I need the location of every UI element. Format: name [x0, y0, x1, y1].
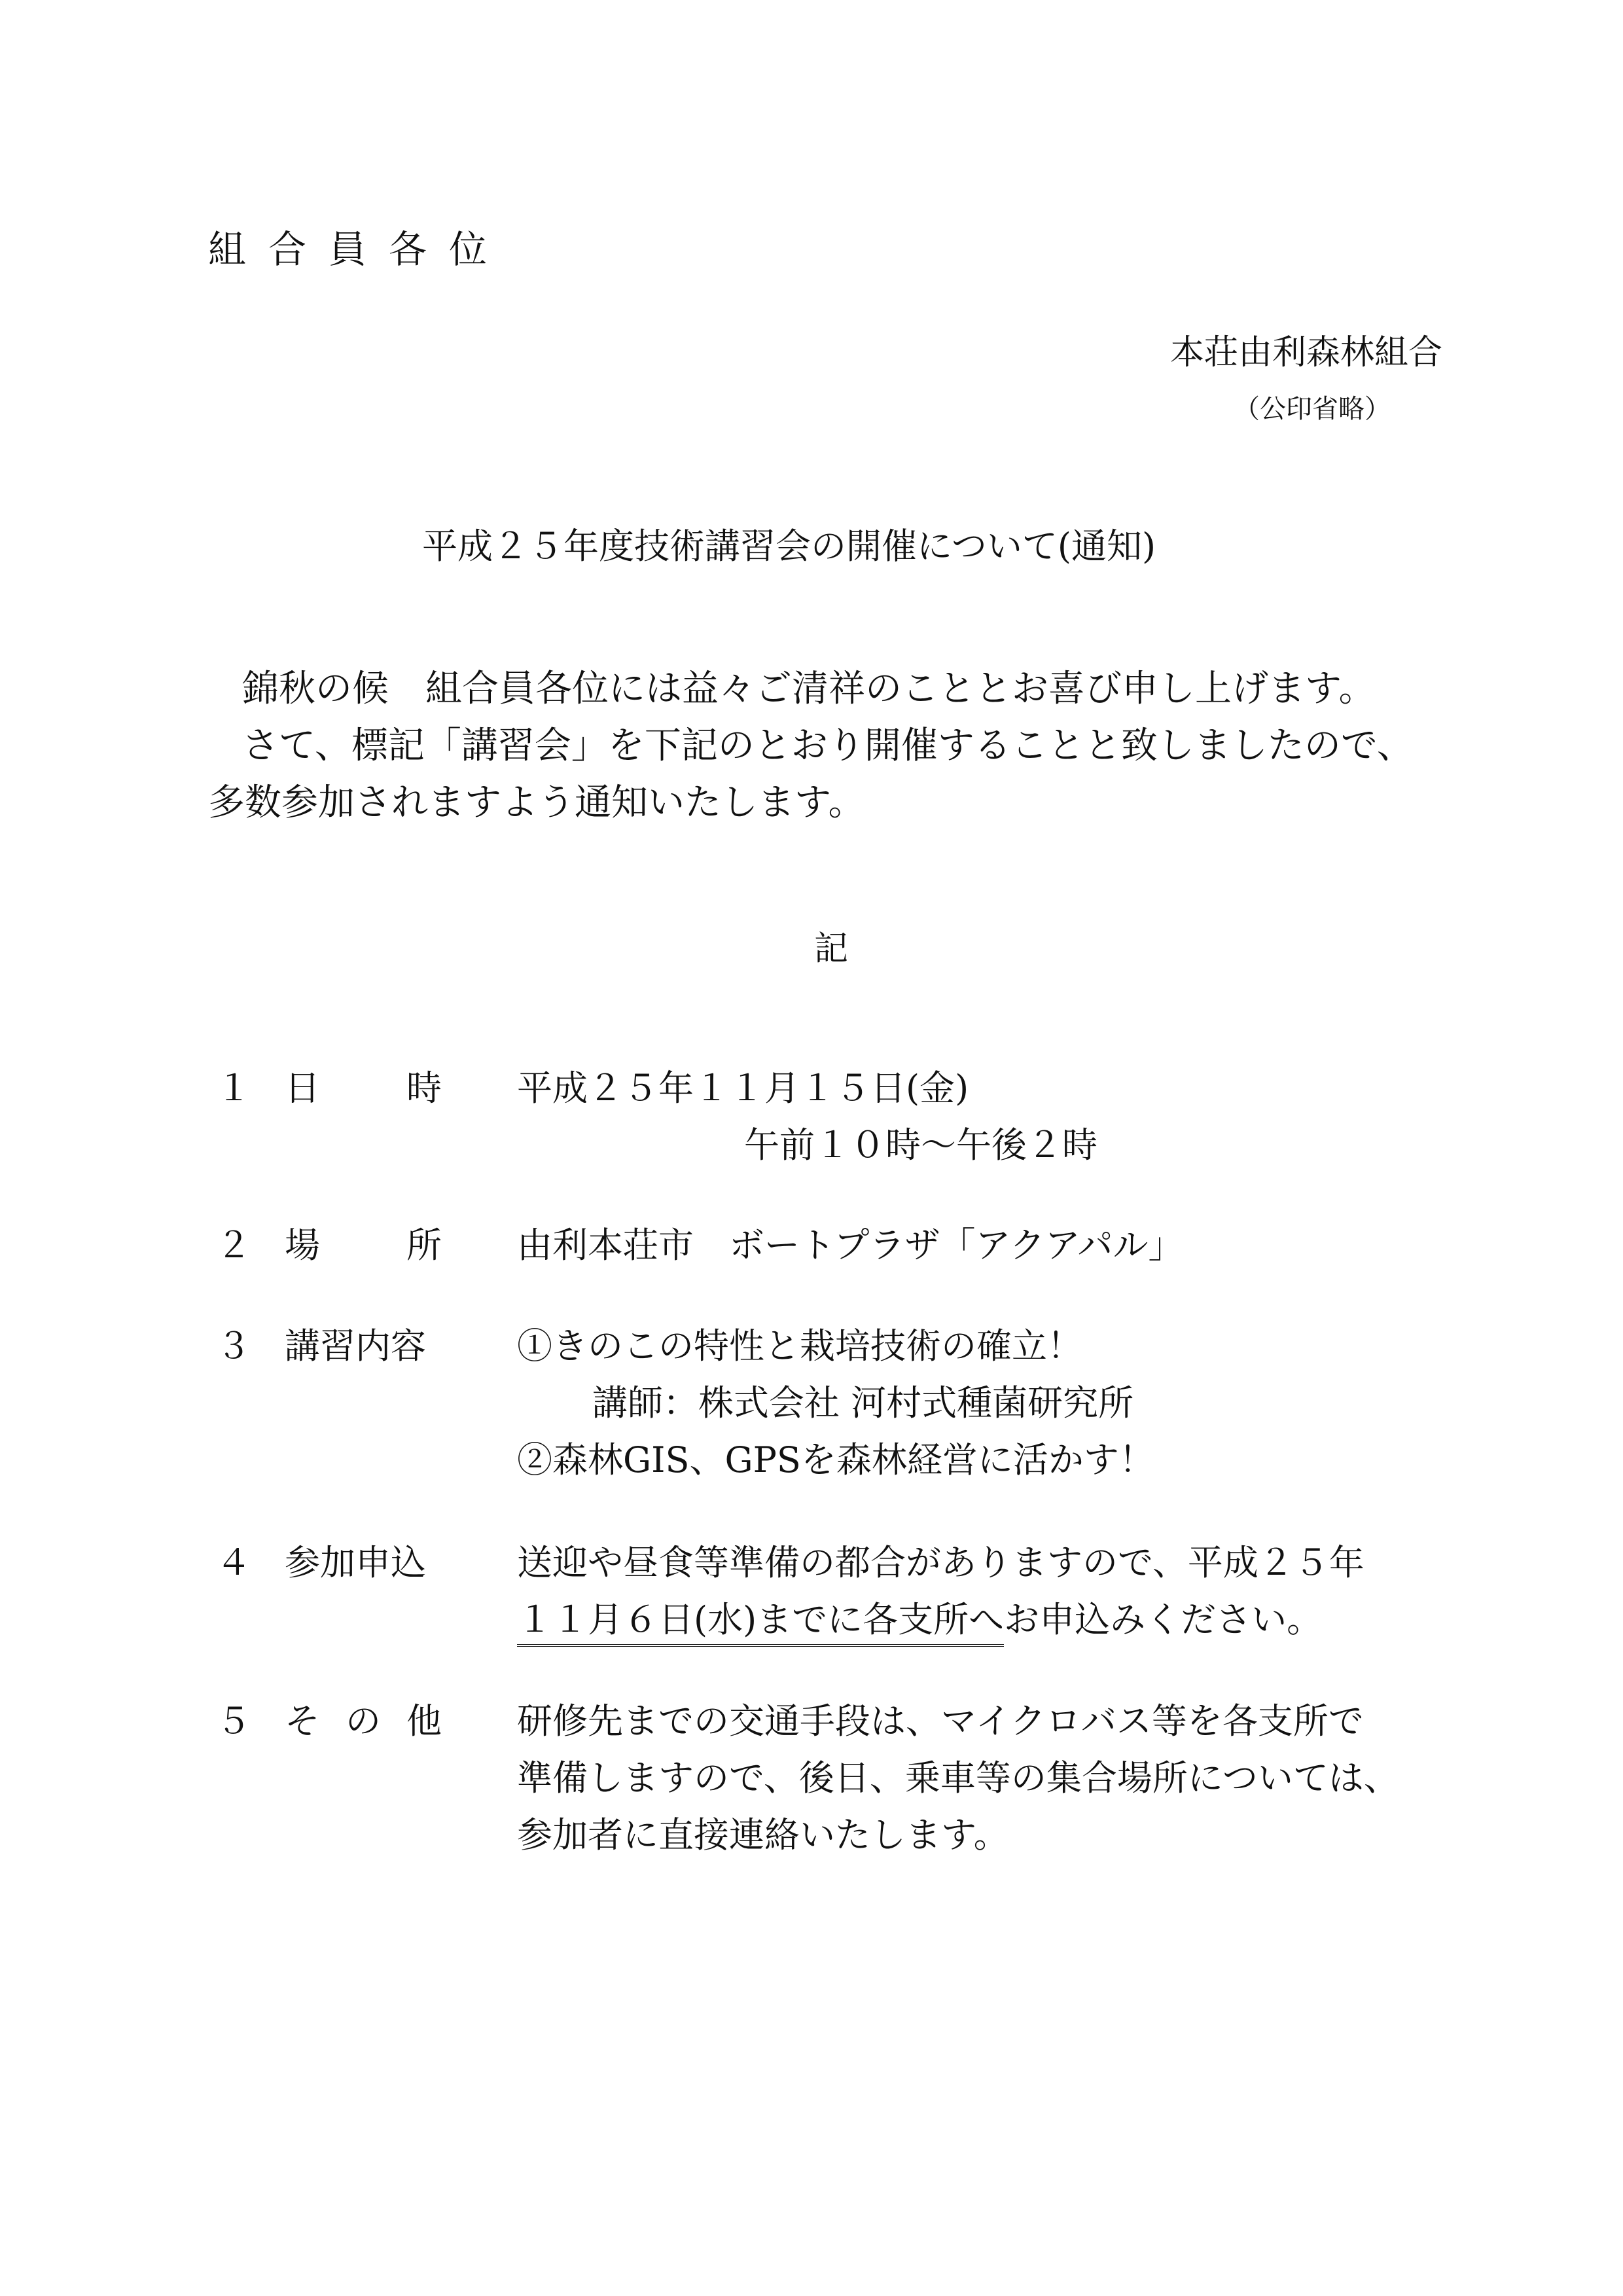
- item-5-label-part: の: [346, 1700, 381, 1742]
- item-2-label-part: 所: [406, 1225, 442, 1266]
- item-4-deadline-underlined: １１月６日(水)までに各支所へ: [517, 1599, 1004, 1647]
- item-2-label-part: 場: [285, 1225, 320, 1266]
- item-5-line-3: 参加者に直接連絡いたします。: [517, 1814, 1009, 1856]
- ki-heading: 記: [814, 929, 849, 969]
- item-2-label: [285, 1225, 442, 1266]
- item-3-lecturer: 講師：株式会社 河村式種菌研究所: [592, 1382, 1134, 1424]
- sender-organization: 本荘由利森林組合: [1169, 333, 1442, 372]
- item-4-line-2: [517, 1599, 1323, 1640]
- greeting-line-1: 錦秋の候 組合員各位には益々ご清祥のこととお喜び申し上げます。: [242, 668, 1376, 710]
- document-title: 平成２５年度技術講習会の開催について(通知): [422, 526, 1156, 567]
- item-1-number: １: [216, 1067, 251, 1109]
- item-1-date: 平成２５年１１月１５日(金): [517, 1067, 969, 1109]
- seal-omitted-note: （公印省略）: [1234, 394, 1391, 424]
- item-3-topic-1: ①きのこの特性と栽培技術の確立！: [517, 1325, 1082, 1367]
- item-5-label-part: 他: [406, 1700, 442, 1742]
- item-5-label: [285, 1700, 442, 1742]
- item-2-venue: 由利本荘市 ボートプラザ「アクアパル」: [517, 1225, 1184, 1266]
- item-3-label: 講習内容: [285, 1325, 426, 1367]
- greeting-line-3: 多数参加されますよう通知いたします。: [208, 781, 865, 824]
- item-5-label-part: そ: [285, 1700, 320, 1742]
- item-1-label: [285, 1067, 442, 1109]
- item-4-number: ４: [216, 1542, 251, 1583]
- item-3-number: ３: [216, 1325, 251, 1367]
- item-4-line-1: 送迎や昼食等準備の都合がありますので、平成２５年: [517, 1542, 1364, 1583]
- greeting-line-2: さて、標記「講習会」を下記のとおり開催することと致しましたので、: [242, 725, 1414, 767]
- item-5-line-1: 研修先までの交通手段は、マイクロバス等を各支所で: [517, 1700, 1364, 1742]
- item-3-topic-2: ②森林GIS、GPSを森林経営に活かす！: [517, 1439, 1154, 1480]
- item-2-number: ２: [216, 1225, 251, 1266]
- item-5-line-2: 準備しますので、後日、乗車等の集合場所については、: [517, 1757, 1399, 1799]
- item-1-time: 午前１０時～午後２時: [744, 1124, 1097, 1166]
- item-4-label: 参加申込: [285, 1542, 426, 1583]
- recipient-line: 組合員各位: [208, 227, 510, 272]
- item-1-label-part: 時: [406, 1067, 442, 1109]
- item-1-label-part: 日: [285, 1067, 320, 1109]
- item-4-line-2-rest: お申込みください。: [1004, 1599, 1323, 1640]
- item-5-number: ５: [216, 1700, 251, 1742]
